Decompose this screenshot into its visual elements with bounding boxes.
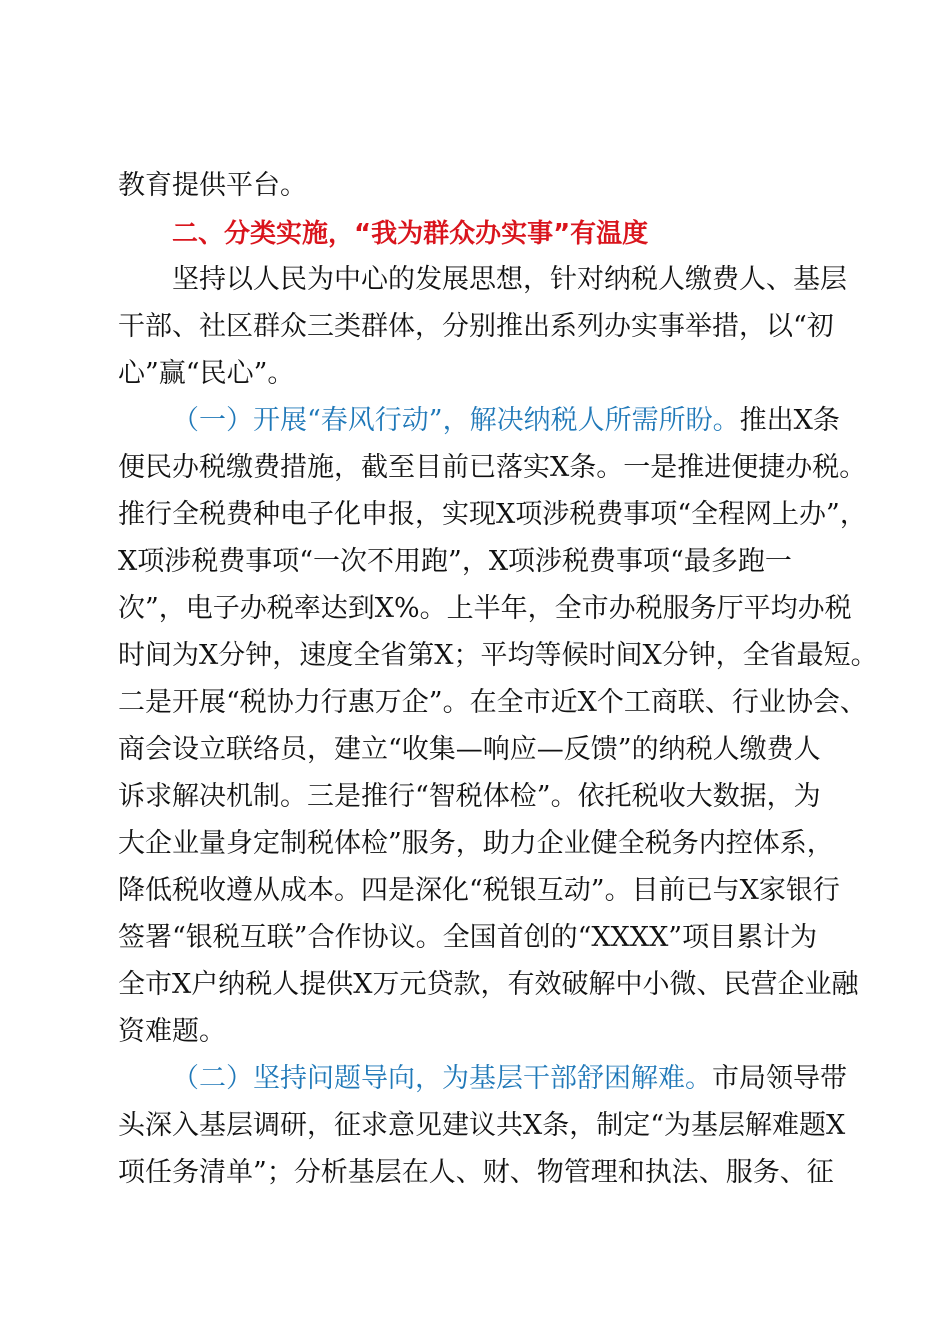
paragraph-line: 时间为X分钟，速度全省第X；平均等候时间X分钟，全省最短。 (118, 640, 878, 671)
subsection-title: （二）坚持问题导向，为基层干部舒困解难。 (172, 1063, 712, 1094)
paragraph-line: 项任务清单”；分析基层在人、财、物管理和执法、服务、征 (118, 1157, 834, 1188)
paragraph-line: 便民办税缴费措施，截至目前已落实X条。一是推进便捷办税。 (118, 452, 867, 483)
paragraph-line: X项涉税费事项“一次不用跑”，X项涉税费事项“最多跑一 (118, 546, 792, 577)
paragraph-line: 降低税收遵从成本。四是深化“税银互动”。目前已与X家银行 (118, 875, 840, 906)
paragraph-line: 全市X户纳税人提供X万元贷款，有效破解中小微、民营企业融 (118, 969, 859, 1000)
paragraph-line: 头深入基层调研，征求意见建议共X条，制定“为基层解难题X (118, 1110, 846, 1141)
subsection-line (172, 1061, 847, 1097)
paragraph-line: 大企业量身定制税体检”服务，助力企业健全税务内控体系， (118, 828, 834, 859)
paragraph-line: 教育提供平台。 (118, 170, 307, 201)
paragraph-line: 干部、社区群众三类群体，分别推出系列办实事举措，以“初 (118, 311, 834, 342)
paragraph-line: 商会设立联络员，建立“收集—响应—反馈”的纳税人缴费人 (118, 734, 821, 765)
paragraph-line: 推行全税费种电子化申报，实现X项涉税费事项“全程网上办”， (118, 499, 867, 530)
subsection-text: 推出X条 (739, 405, 840, 436)
paragraph-line: 次”，电子办税率达到X%。上半年，全市办税服务厅平均办税 (118, 593, 852, 624)
paragraph-line: 诉求解决机制。三是推行“智税体检”。依托税收大数据，为 (118, 781, 821, 812)
section-heading: 二、分类实施，“我为群众办实事”有温度 (172, 219, 649, 249)
paragraph-line: 签署“银税互联”合作协议。全国首创的“XXXX”项目累计为 (118, 922, 818, 953)
subsection-text: 市局领导带 (712, 1063, 847, 1094)
subsection-title: （一）开展“春风行动”，解决纳税人所需所盼。 (172, 405, 740, 436)
subsection-line (172, 403, 840, 439)
paragraph-line: 资难题。 (118, 1016, 226, 1047)
paragraph-line: 坚持以人民为中心的发展思想，针对纳税人缴费人、基层 (172, 264, 847, 295)
paragraph-line: 心”赢“民心”。 (118, 358, 295, 389)
paragraph-line: 二是开展“税协力行惠万企”。在全市近X个工商联、行业协会、 (118, 687, 867, 718)
